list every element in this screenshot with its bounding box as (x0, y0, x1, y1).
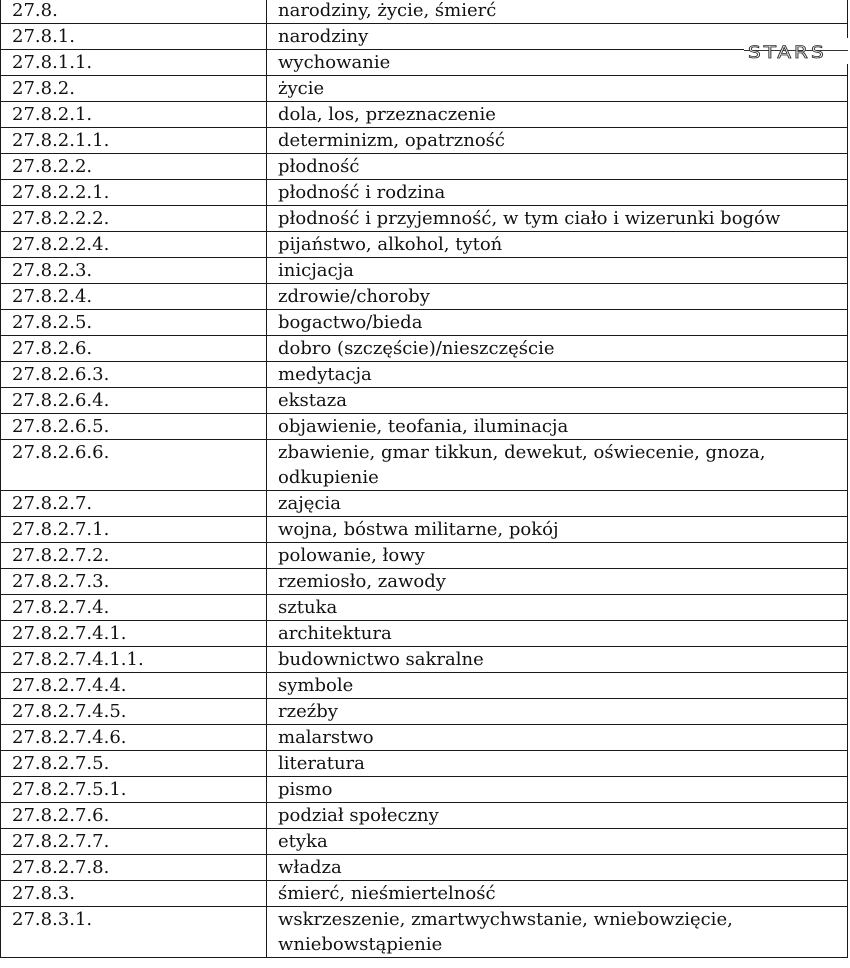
classification-table-body (1, 0, 848, 958)
term-cell: dola, los, przeznaczenie (267, 102, 848, 128)
term-cell: pijaństwo, alkohol, tytoń (267, 232, 848, 258)
code-cell: 27.8. (1, 0, 267, 24)
code-cell: 27.8.2.7.4.1.1. (1, 647, 267, 673)
table-row (1, 258, 848, 284)
code-cell: 27.8.2.6. (1, 336, 267, 362)
term-cell: narodziny (267, 24, 848, 50)
table-row (1, 206, 848, 232)
term-cell: medytacja (267, 362, 848, 388)
term-cell: sztuka (267, 595, 848, 621)
table-row (1, 102, 848, 128)
term-cell: płodność i rodzina (267, 180, 848, 206)
term-cell: bogactwo/bieda (267, 310, 848, 336)
term-cell: śmierć, nieśmiertelność (267, 881, 848, 907)
code-cell: 27.8.2.7.6. (1, 803, 267, 829)
table-row (1, 569, 848, 595)
table-row (1, 907, 848, 958)
code-cell: 27.8.2.7.5.1. (1, 777, 267, 803)
term-cell: wskrzeszenie, zmartwychwstanie, wniebowzięcie, wniebowstąpienie (267, 907, 848, 958)
term-cell: życie (267, 76, 848, 102)
term-cell: podział społeczny (267, 803, 848, 829)
watermark-logo (744, 38, 848, 64)
code-cell: 27.8.1.1. (1, 50, 267, 76)
code-cell: 27.8.2.7.2. (1, 543, 267, 569)
code-cell: 27.8.2.7.4.4. (1, 673, 267, 699)
code-cell: 27.8.2.6.6. (1, 440, 267, 491)
code-cell: 27.8.3.1. (1, 907, 267, 958)
code-cell: 27.8.2.7.5. (1, 751, 267, 777)
table-row (1, 829, 848, 855)
code-cell: 27.8.2. (1, 76, 267, 102)
code-cell: 27.8.2.3. (1, 258, 267, 284)
term-cell: ekstaza (267, 388, 848, 414)
code-cell: 27.8.2.2.4. (1, 232, 267, 258)
term-cell: dobro (szczęście)/nieszczęście (267, 336, 848, 362)
table-row (1, 777, 848, 803)
term-cell: budownictwo sakralne (267, 647, 848, 673)
table-row (1, 50, 848, 76)
table-row (1, 284, 848, 310)
code-cell: 27.8.2.7.3. (1, 569, 267, 595)
table-row (1, 491, 848, 517)
term-cell: płodność i przyjemność, w tym ciało i wizerunki bogów (267, 206, 848, 232)
term-cell: polowanie, łowy (267, 543, 848, 569)
code-cell: 27.8.2.1. (1, 102, 267, 128)
table-row (1, 24, 848, 50)
table-row (1, 699, 848, 725)
table-row (1, 414, 848, 440)
code-cell: 27.8.2.6.5. (1, 414, 267, 440)
table-row (1, 336, 848, 362)
table-row (1, 543, 848, 569)
table-row (1, 751, 848, 777)
table-row (1, 855, 848, 881)
code-cell: 27.8.2.7.4.1. (1, 621, 267, 647)
watermark-text: STARS (748, 41, 827, 63)
table-row (1, 881, 848, 907)
term-cell: rzeźby (267, 699, 848, 725)
code-cell: 27.8.2.7.1. (1, 517, 267, 543)
table-row (1, 154, 848, 180)
code-cell: 27.8.2.5. (1, 310, 267, 336)
table-row (1, 128, 848, 154)
term-cell: rzemiosło, zawody (267, 569, 848, 595)
term-cell: inicjacja (267, 258, 848, 284)
table-row (1, 180, 848, 206)
table-row (1, 388, 848, 414)
term-cell: determinizm, opatrzność (267, 128, 848, 154)
table-row (1, 595, 848, 621)
term-cell: zbawienie, gmar tikkun, dewekut, oświecenie, gnoza, odkupienie (267, 440, 848, 491)
term-cell: objawienie, teofania, iluminacja (267, 414, 848, 440)
term-cell: wychowanie (267, 50, 848, 76)
code-cell: 27.8.2.2.2. (1, 206, 267, 232)
term-cell: płodność (267, 154, 848, 180)
code-cell: 27.8.2.7. (1, 491, 267, 517)
term-cell: zdrowie/choroby (267, 284, 848, 310)
code-cell: 27.8.2.7.4. (1, 595, 267, 621)
table-row (1, 647, 848, 673)
code-cell: 27.8.3. (1, 881, 267, 907)
term-cell: pismo (267, 777, 848, 803)
term-cell: architektura (267, 621, 848, 647)
code-cell: 27.8.2.1.1. (1, 128, 267, 154)
code-cell: 27.8.2.6.3. (1, 362, 267, 388)
term-cell: etyka (267, 829, 848, 855)
table-row (1, 76, 848, 102)
table-row (1, 621, 848, 647)
term-cell: literatura (267, 751, 848, 777)
code-cell: 27.8.2.2. (1, 154, 267, 180)
code-cell: 27.8.2.6.4. (1, 388, 267, 414)
table-row (1, 362, 848, 388)
table-row (1, 803, 848, 829)
table-row (1, 673, 848, 699)
code-cell: 27.8.2.2.1. (1, 180, 267, 206)
term-cell: symbole (267, 673, 848, 699)
table-row (1, 725, 848, 751)
term-cell: wojna, bóstwa militarne, pokój (267, 517, 848, 543)
code-cell: 27.8.1. (1, 24, 267, 50)
table-row (1, 0, 848, 24)
code-cell: 27.8.2.7.8. (1, 855, 267, 881)
table-row (1, 310, 848, 336)
code-cell: 27.8.2.7.4.5. (1, 699, 267, 725)
term-cell: władza (267, 855, 848, 881)
code-cell: 27.8.2.7.4.6. (1, 725, 267, 751)
table-row (1, 232, 848, 258)
table-row (1, 517, 848, 543)
term-cell: zajęcia (267, 491, 848, 517)
code-cell: 27.8.2.7.7. (1, 829, 267, 855)
code-cell: 27.8.2.4. (1, 284, 267, 310)
term-cell: narodziny, życie, śmierć (267, 0, 848, 24)
table-row (1, 440, 848, 491)
term-cell: malarstwo (267, 725, 848, 751)
